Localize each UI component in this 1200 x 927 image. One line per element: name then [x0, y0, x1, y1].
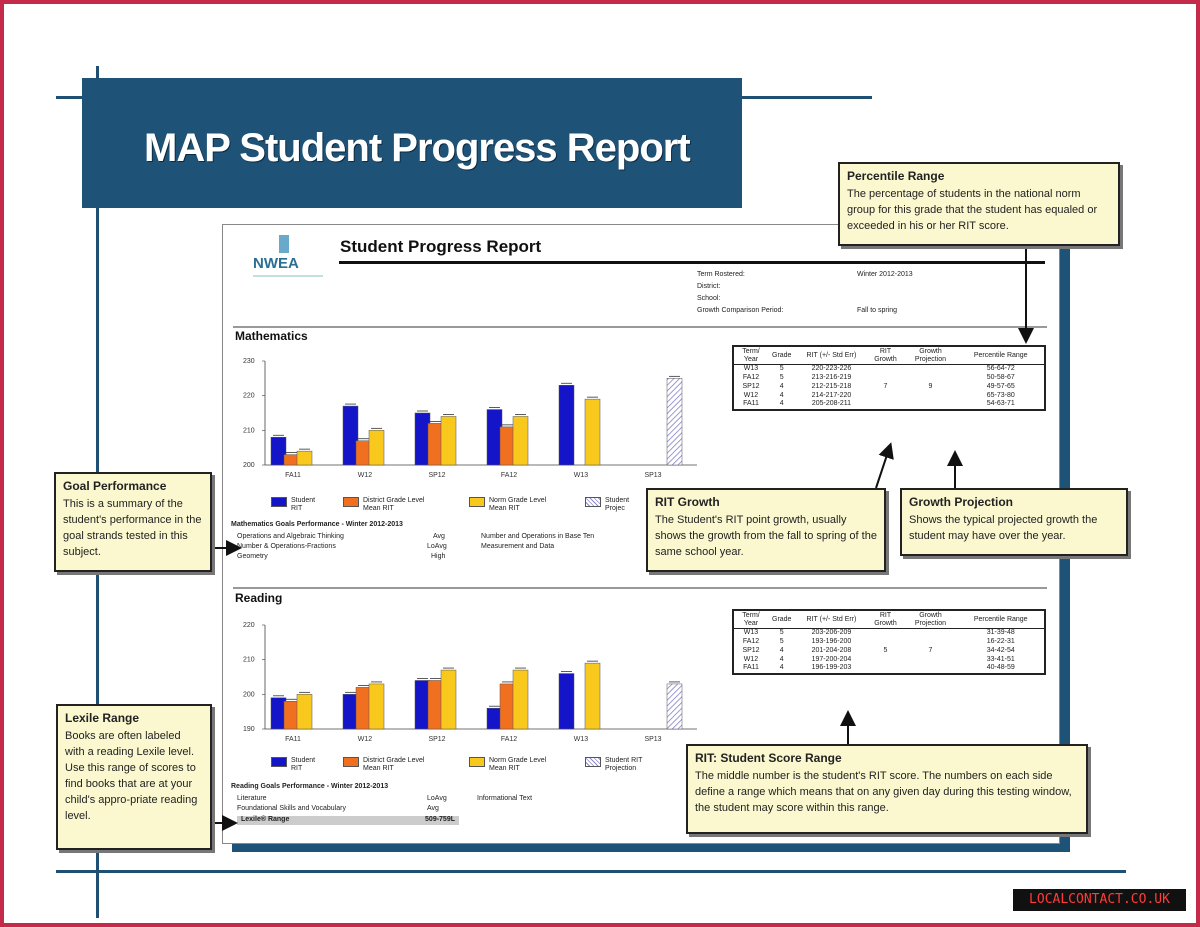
cell: 16-22-31 [986, 638, 1015, 646]
cell: 220-223-226 [811, 365, 852, 373]
cell: 5 [883, 646, 888, 654]
cell: 4 [779, 646, 784, 654]
goal-name: Geometry [237, 553, 268, 560]
x-tick-label: SP13 [644, 736, 662, 743]
cell: 9 [928, 382, 933, 390]
cell: 49-57-65 [986, 382, 1015, 390]
cell: 50-58-67 [986, 374, 1015, 382]
reading-section-title: Reading [235, 591, 283, 605]
goal-name: Literature [237, 795, 267, 802]
legend-label: Student Projec [605, 497, 630, 512]
cell: 54-63-71 [986, 400, 1015, 408]
cell: 197-200-204 [811, 655, 852, 663]
y-tick-label: 230 [243, 358, 255, 365]
y-tick-label: 210 [243, 427, 255, 435]
legend-label: Student RIT Projection [605, 757, 643, 772]
cell: 31-39-48 [986, 629, 1015, 637]
col-projection: Growth Projection [903, 347, 957, 365]
cell: 5 [779, 374, 784, 382]
callout-body: Shows the typical projected growth the student may have over the year. [909, 514, 1098, 543]
x-tick-label: W13 [573, 472, 589, 479]
callout-title: RIT Growth [655, 495, 720, 509]
cell: 4 [779, 655, 784, 663]
meta-value: Winter 2012-2013 [857, 271, 913, 278]
cell: 65-73-80 [986, 391, 1015, 399]
cell: 4 [779, 664, 784, 672]
col-growth: RIT Growth [867, 611, 903, 629]
cell: 5 [779, 365, 784, 373]
cell: W13 [743, 365, 759, 373]
cell: 212-215-218 [811, 382, 852, 390]
callout-title: Percentile Range [847, 169, 945, 183]
col-percentile: Percentile Range [957, 347, 1044, 365]
cell: 33-41-51 [986, 655, 1015, 663]
meta-label: District: [697, 283, 721, 290]
col-grade: Grade [768, 611, 795, 629]
meta-value: Fall to spring [857, 307, 898, 314]
col-rit: RIT (+/- Std Err) [795, 611, 867, 629]
cell: 205-208-211 [811, 400, 852, 408]
y-tick-label: 200 [243, 462, 255, 469]
cell: 56-64-72 [986, 365, 1015, 373]
legend-label: District Grade Level Mean RIT [363, 757, 425, 772]
col-projection: Growth Projection [903, 611, 957, 629]
cell: 5 [779, 629, 784, 637]
cell: 214-217-220 [811, 391, 852, 399]
x-tick-label: SP12 [428, 472, 446, 479]
logo-text: NWEA [253, 255, 299, 272]
callout-body: The Student's RIT point growth, usually shows the growth from the fall to spring of the same school year. [655, 514, 877, 559]
cell: 4 [779, 400, 784, 408]
goal-name: Foundational Skills and Vocabulary [237, 805, 346, 812]
legend-label: Student RIT [291, 497, 316, 512]
goal-name: Measurement and Data [481, 543, 555, 550]
meta-label: Term Rostered: [697, 271, 745, 278]
cell: SP12 [742, 646, 760, 654]
cell: 213-216-219 [811, 374, 852, 382]
y-tick-label: 210 [243, 656, 255, 664]
legend-label: District Grade Level Mean RIT [363, 497, 425, 512]
callout-body: The percentage of students in the national norm group for this grade that the student has equaled or exceeded in his or her RIT score. [847, 188, 1098, 233]
goal-level: LoAvg [427, 543, 447, 550]
col-term: Term/ Year [734, 347, 768, 365]
callout-title: RIT: Student Score Range [695, 751, 842, 765]
x-tick-label: FA11 [285, 736, 301, 743]
cell: FA12 [742, 374, 760, 382]
y-tick-label: 220 [243, 622, 255, 629]
meta-label: School: [697, 295, 721, 302]
y-tick-label: 200 [243, 691, 255, 699]
goal-name: Informational Text [477, 795, 533, 802]
cell: W12 [743, 391, 759, 399]
cell: W13 [743, 629, 759, 637]
x-tick-label: W13 [573, 736, 589, 743]
report-title: Student Progress Report [340, 237, 542, 256]
x-tick-label: FA12 [500, 472, 518, 479]
cell: 40-48-59 [986, 664, 1015, 672]
goal-name: Number & Operations-Fractions [237, 543, 336, 550]
callout-body: This is a summary of the student's performance in the goal strands tested in this subject. [63, 498, 202, 559]
cell: W12 [743, 655, 759, 663]
cell: 7 [883, 382, 888, 390]
y-tick-label: 220 [243, 392, 255, 400]
cell: FA11 [743, 664, 759, 672]
goal-level: High [431, 553, 446, 560]
goal-name: Operations and Algebraic Thinking [237, 533, 344, 540]
x-tick-label: SP13 [644, 472, 662, 479]
legend-label: Norm Grade Level Mean RIT [489, 757, 547, 772]
callout-body: The middle number is the student's RIT score. The numbers on each side define a range which means that on any given day during this testing window, the student may score within this range. [695, 770, 1072, 815]
goal-level: Avg [433, 533, 445, 540]
cell: 5 [779, 638, 784, 646]
banner-title: MAP Student Progress Report [144, 126, 690, 170]
meta-label: Growth Comparison Period: [697, 307, 784, 314]
cell: FA12 [742, 638, 760, 646]
lexile-label: Lexile® Range [241, 816, 290, 823]
callout-title: Growth Projection [909, 495, 1014, 509]
x-tick-label: FA12 [500, 736, 518, 743]
goal-name: Number and Operations in Base Ten [481, 533, 595, 540]
goal-level: Avg [427, 805, 439, 812]
x-tick-label: SP12 [428, 736, 446, 743]
col-term: Term/ Year [734, 611, 768, 629]
math-section-title: Mathematics [235, 329, 308, 343]
callout-body: Books are often labeled with a reading Lexile level. Use this range of scores to find books that are at your child's appro-priate reading level. [65, 730, 198, 823]
cell: 196-199-203 [811, 664, 852, 672]
legend-label: Norm Grade Level Mean RIT [489, 497, 547, 512]
x-tick-label: W12 [357, 736, 373, 743]
col-growth: RIT Growth [867, 347, 903, 365]
goal-level: LoAvg [427, 795, 447, 802]
math-goals-title: Mathematics Goals Performance - Winter 2012-2013 [231, 521, 403, 528]
cell: 4 [779, 382, 784, 390]
reading-goals-title: Reading Goals Performance - Winter 2012-2013 [231, 783, 389, 790]
col-rit: RIT (+/- Std Err) [795, 347, 867, 365]
col-grade: Grade [768, 347, 795, 365]
cell: 7 [928, 646, 933, 654]
cell: 4 [779, 391, 784, 399]
cell: 193-196-200 [811, 638, 852, 646]
legend-label: Student RIT [291, 757, 316, 772]
cell: 203-206-209 [811, 629, 852, 637]
cell: 34-42-54 [986, 646, 1015, 654]
watermark: LOCALCONTACT.CO.UK [1013, 889, 1186, 911]
cell: FA11 [743, 400, 759, 408]
x-tick-label: W12 [357, 472, 373, 479]
callout-title: Goal Performance [63, 479, 167, 493]
callout-title: Lexile Range [65, 711, 140, 725]
y-tick-label: 190 [243, 726, 255, 733]
cell: 201-204-208 [811, 646, 852, 654]
lexile-value: 509-759L [425, 816, 455, 823]
col-percentile: Percentile Range [957, 611, 1044, 629]
cell: SP12 [742, 382, 760, 390]
x-tick-label: FA11 [285, 472, 301, 479]
